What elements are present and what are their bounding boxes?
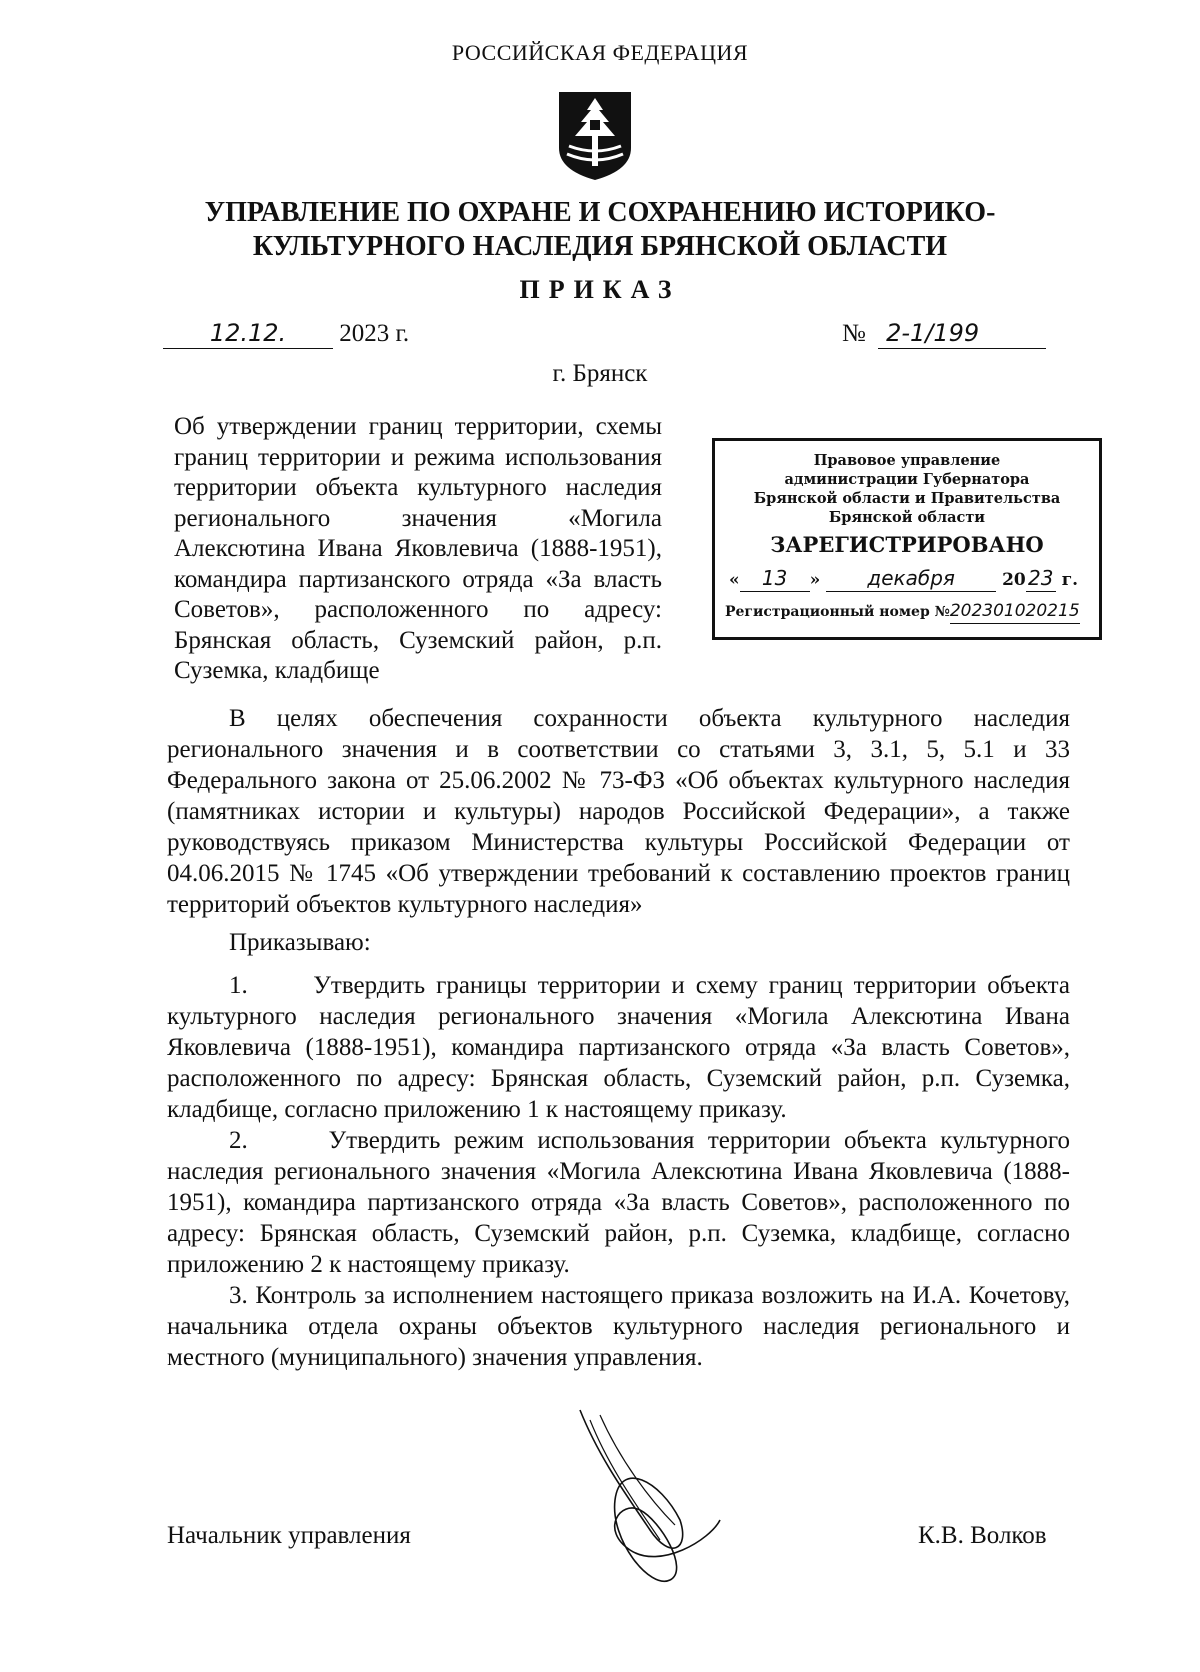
stamp-line-1: Правовое управление	[813, 452, 1001, 469]
stamp-month: декабря	[826, 565, 996, 592]
stamp-date: « 13 » декабря 20 23 г.	[729, 566, 1079, 590]
stamp-day: 13	[740, 565, 810, 592]
organization-line-1: УПРАВЛЕНИЕ ПО ОХРАНЕ И СОХРАНЕНИЮ ИСТОРИКО-	[204, 197, 996, 228]
signatory-name: К.В. Волков	[918, 1522, 1047, 1549]
stamp-registration	[715, 599, 1099, 624]
country-heading: РОССИЙСКАЯ ФЕДЕРАЦИЯ	[451, 40, 749, 65]
stamp-year-prefix: 20	[1002, 570, 1026, 590]
city-line: г. Брянск	[552, 360, 648, 387]
order-item-3: 3. Контроль за исполнением настоящего приказа возложить на И.А. Кочетову, начальника отдела охраны объектов культурного наследия регионального и местного (муниципального) значения управления.	[167, 1282, 1070, 1371]
document-type: ПРИКАЗ	[519, 275, 681, 304]
stamp-year-end: г.	[1061, 570, 1079, 590]
signatory-position: Начальник управления	[167, 1522, 411, 1549]
order-year: 2023 г.	[339, 320, 410, 347]
stamp-line-2: администрации Губернатора	[784, 471, 1030, 488]
stamp-status: ЗАРЕГИСТРИРОВАНО	[770, 532, 1044, 557]
stamp-reg-number: 202301020215	[950, 599, 1080, 624]
organization-line-2: КУЛЬТУРНОГО НАСЛЕДИЯ БРЯНСКОЙ ОБЛАСТИ	[252, 231, 948, 262]
order-item-2: 2. Утвердить режим использования территории объекта культурного наследия регионального значения «Могила Алексютина Ивана Яковлевича (1888-1951), командира партизанского отряда «За власть Советов», расположенного по адресу: Брянская область, Суземский район, р.п. Суземка, кладбище, согласно приложению 2 к настоящему приказу.	[167, 1127, 1070, 1278]
stamp-line-4: Брянской области	[828, 509, 986, 526]
coat-of-arms-icon	[555, 90, 635, 182]
preamble-paragraph: В целях обеспечения сохранности объекта культурного наследия регионального значения и в соответствии со статьями 3, 3.1, 5, 5.1 и 33 Федерального закона от 25.06.2002 № 73-ФЗ «Об объектах культурного наследия (памятниках истории и культуры) народов Российской Федерации», а также руководствуясь приказом Министерства культуры Российской Федерации от 04.06.2015 № 1745 «Об утверждении требований к составлению проектов границ территорий объектов культурного наследия»	[167, 705, 1070, 918]
order-number	[842, 318, 1046, 349]
handwritten-number: 2-1/199	[878, 318, 1046, 349]
organization-name	[0, 196, 1200, 264]
handwritten-signature	[560, 1400, 730, 1610]
registration-stamp	[712, 438, 1102, 640]
number-label: №	[842, 320, 866, 347]
order-item-1: 1. Утвердить границы территории и схему границ территории объекта культурного наследия регионального значения «Могила Алексютина Ивана Яковлевича (1888-1951), командира партизанского отряда «За власть Советов», расположенного по адресу: Брянская область, Суземский район, р.п. Суземка, кладбище, согласно приложению 1 к настоящему приказу.	[167, 972, 1070, 1123]
order-word: Приказываю:	[229, 929, 371, 956]
stamp-year: 23	[1026, 565, 1056, 592]
order-subject: Об утверждении границ территории, схемы границ территории и режима использования территории объекта культурного наследия регионального значения «Могила Алексютина Ивана Яковлевича (1888-1951), командира партизанского отряда «За власть Советов», расположенного по адресу: Брянская область, Суземский район, р.п. Суземка, кладбище	[174, 413, 662, 684]
stamp-reg-label: Регистрационный номер №	[725, 604, 950, 620]
order-date	[163, 318, 409, 349]
stamp-line-3: Брянской области и Правительства	[753, 490, 1061, 507]
handwritten-date: 12.12.	[163, 318, 333, 349]
